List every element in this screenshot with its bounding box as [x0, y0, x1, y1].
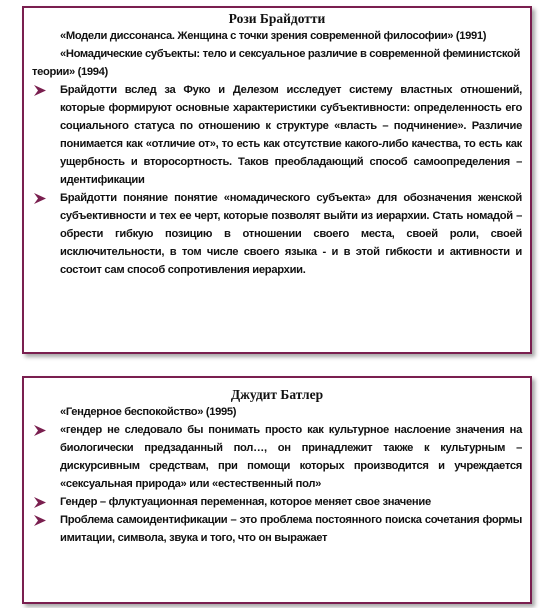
bullet-item [32, 189, 522, 279]
work-title: «Модели диссонанса. Женщина с точки зрения современной философии» (1991) [60, 30, 487, 42]
card-butler [22, 376, 532, 604]
triangle-arrow-bullet-icon [34, 193, 46, 204]
bullet-item [32, 81, 522, 189]
triangle-arrow-bullet-icon [34, 425, 46, 436]
card-title: Джудит Батлер [230, 387, 324, 402]
bullet-item [32, 493, 522, 511]
triangle-arrow-bullet-icon [34, 497, 46, 508]
bullet-text: Брайдотти поняние понятие «номадического субъекта» для обозначения женской субъективности и тех ее черт, которые позволят выйти из иерархии. Стать номадой – обрести гибкую позицию в отношении своего места, своей роли, своей исключительности, в том числе своего языка - и в этой гибкости и активности и состоит сам способ сопротивления иерархии. [60, 192, 522, 276]
triangle-arrow-bullet-icon [34, 85, 46, 96]
work-title: «Гендерное беспокойство» (1995) [60, 406, 237, 418]
work-title: «Номадические субъекты: тело и сексуальное различие в современной феминистской теории» (1994) [32, 48, 520, 78]
bullet-text: «гендер не следовало бы понимать просто как культурное наслоение значения на биологически предзаданный пол…, он принадлежит также к культурным – дискурсивным средствам, при помощи которых производится и учреждается «сексуальная природа» или «естественный пол» [60, 424, 522, 490]
bullet-item [32, 511, 522, 547]
card-braidotti [22, 6, 532, 354]
bullet-text: Гендер – флуктуационная переменная, которое меняет свое значение [60, 496, 431, 508]
triangle-arrow-bullet-icon [34, 515, 46, 526]
bullet-item [32, 421, 522, 493]
bullet-text: Брайдотти вслед за Фуко и Делезом исследует систему властных отношений, которые формируют основные характеристики субъективности: определенность его социального статуса по отношению к структуре «власть – подчинение». Различие понимается как «отличие от», то есть как отсутствие какого-либо качества, то есть как ущербность и второсортность. Таков преобладающий способ самоопределения – идентификации [60, 84, 522, 186]
card-title: Рози Брайдотти [228, 11, 326, 26]
bullet-text: Проблема самоидентификации – это проблема постоянного поиска сочетания формы имитации, символа, звука и того, что он выражает [60, 514, 522, 544]
